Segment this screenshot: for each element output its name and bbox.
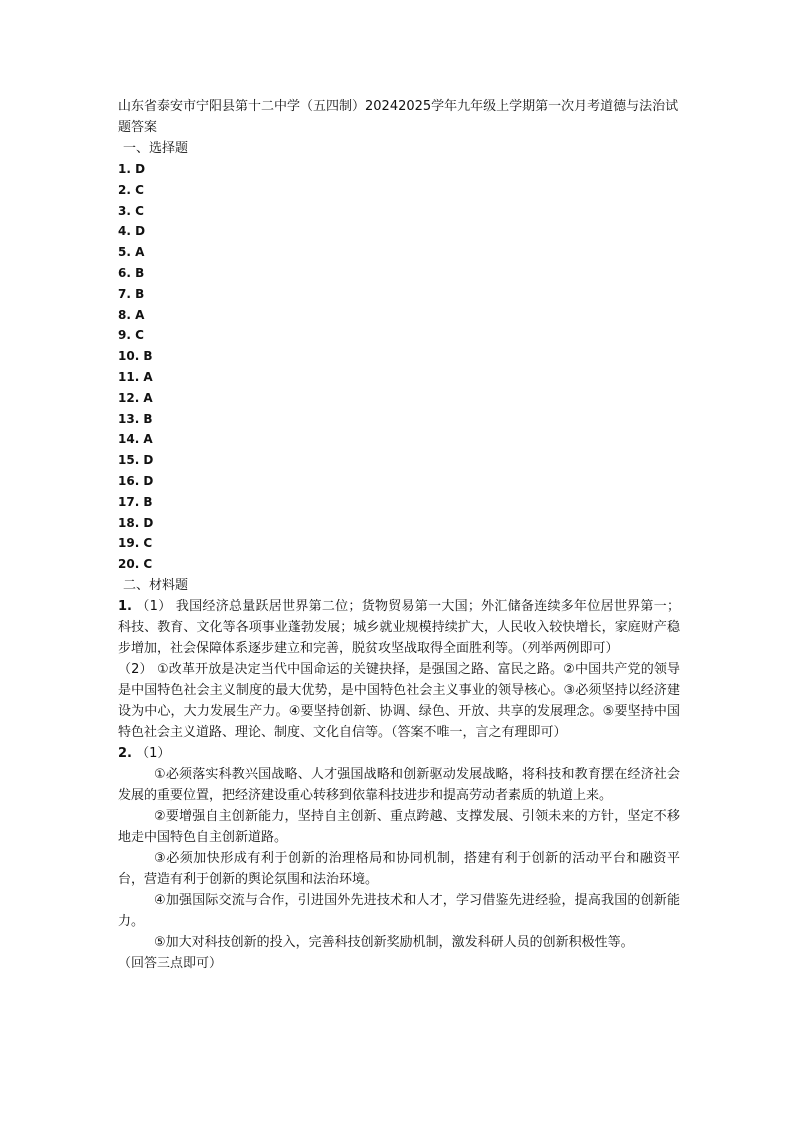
- q1-part1-label: （1）: [136, 598, 172, 614]
- q1-label: 1.: [118, 598, 132, 614]
- choice-answer: 1. D: [118, 162, 146, 176]
- choice-answer: 16. D: [118, 473, 154, 488]
- q2-point: ①必须落实科教兴国战略、人才强国战略和创新驱动发展战略，将科技和教育摆在经济社会发展的重要位置，把经济建设重心转移到依靠科技进步和提高劳动者素质的轨道上来。: [118, 766, 680, 803]
- q1-part2-text: ①改革开放是决定当代中国命运的关键抉择，是强国之路、富民之路。②中国共产党的领导是中国特色社会主义制度的最大优势，是中国特色社会主义事业的领导核心。③必须坚持以经济建设为中心，大力发展生产力。④要坚持创新、协调、绿色、开放、共享的发展理念。⑤要坚持中国特色社会主义道路、理论、制度、文化自信等。（答案不唯一，言之有理即可）: [118, 661, 680, 740]
- choice-answer: 20. C: [118, 557, 153, 572]
- section-heading-material: 二、材料题: [123, 577, 189, 593]
- q2-point: ⑤加大对科技创新的投入，完善科技创新奖励机制，激发科研人员的创新积极性等。: [154, 934, 634, 950]
- choice-answer: 13. B: [118, 411, 153, 426]
- choice-answer: 4. D: [118, 224, 146, 239]
- choice-answer: 19. C: [118, 536, 153, 551]
- choice-answer: 10. B: [118, 349, 153, 364]
- q2-point: ③必须加快形成有利于创新的治理格局和协同机制，搭建有利于创新的活动平台和融资平台，营造有利于创新的舆论氛围和法治环境。: [118, 850, 680, 887]
- q2-point: ④加强国际交流与合作，引进国外先进技术和人才，学习借鉴先进经验，提高我国的创新能力。: [118, 892, 680, 929]
- q2-part1-label: （1）: [136, 745, 171, 761]
- choice-answer: 15. D: [118, 453, 154, 468]
- q1-part1: [118, 596, 680, 659]
- choice-answer: 11. A: [118, 369, 153, 384]
- choice-answer: 6. B: [118, 265, 145, 280]
- q2-point: ②要增强自主创新能力，坚持自主创新、重点跨越、支撑发展、引领未来的方针，坚定不移地走中国特色自主创新道路。: [118, 808, 680, 845]
- choice-answer: 3. C: [118, 203, 144, 218]
- choice-answer: 7. B: [118, 286, 145, 301]
- choice-answer: 18. D: [118, 515, 154, 530]
- q2-head: [118, 743, 680, 764]
- choice-answer: 17. B: [118, 494, 153, 509]
- section-heading-choice: 一、选择题: [123, 141, 189, 156]
- choice-answer: 8. A: [118, 307, 145, 322]
- choice-answer: 2. C: [118, 182, 144, 197]
- choice-answer: 14. A: [118, 432, 153, 447]
- q2-label: 2.: [118, 745, 132, 761]
- choice-answer: 12. A: [118, 390, 153, 405]
- choice-answer-list: [118, 159, 680, 575]
- q1-part2: [118, 659, 680, 743]
- choice-answer: 9. C: [118, 328, 144, 343]
- answer-document: [118, 96, 680, 974]
- document-title: 山东省泰安市宁阳县第十二中学（五四制）20242025学年九年级上学期第一次月考道德与法治试题答案: [118, 99, 679, 135]
- q2-closing-note: （回答三点即可）: [118, 955, 223, 971]
- q1-part2-label: （2）: [118, 661, 153, 677]
- q1-part1-text: 我国经济总量跃居世界第二位；货物贸易第一大国；外汇储备连续多年位居世界第一；科技、教育、文化等各项事业蓬勃发展；城乡就业规模持续扩大，人民收入较快增长，家庭财产稳步增加，社会保障体系逐步建立和完善，脱贫攻坚战取得全面胜利等。（列举两例即可）: [118, 598, 680, 656]
- choice-answer: 5. A: [118, 245, 145, 260]
